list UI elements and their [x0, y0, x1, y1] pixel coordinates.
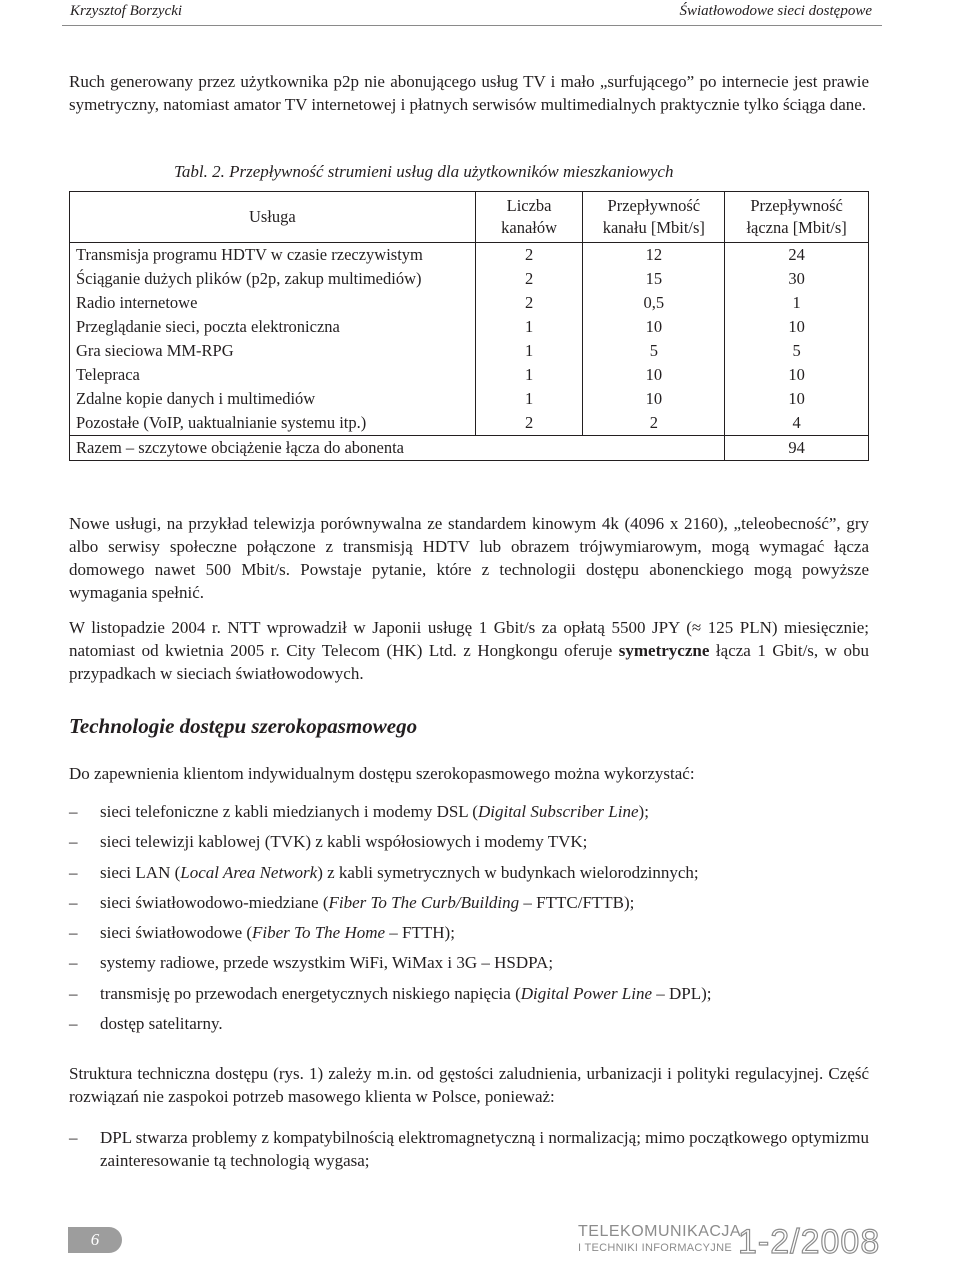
ntt-text-2: 125 PLN) miesięcznie; natomiast od kwietnia 2005 r. City Telecom (HK) Ltd. z Hongkongu oferuje: [69, 618, 869, 660]
row-channel-rate: 10: [583, 315, 725, 339]
table-row: [70, 339, 869, 363]
dash-marker: –: [69, 802, 78, 821]
table-caption: [174, 162, 673, 182]
bandwidth-table: [69, 191, 869, 461]
publication-name-line2: I TECHNIKI INFORMACYJNE: [578, 1242, 732, 1254]
row-channel-rate: 10: [583, 387, 725, 411]
dash-marker: –: [69, 983, 78, 1003]
running-header: [0, 0, 960, 26]
row-total-rate: 4: [725, 411, 869, 436]
approx-symbol: ≈: [691, 618, 702, 637]
item-italic: Digital Subscriber Line: [477, 802, 639, 821]
row-channels: 1: [475, 387, 583, 411]
item-italic: Digital Power Line: [520, 983, 653, 1003]
item-text: sieci światłowodowe (: [100, 923, 253, 943]
row-service: Radio internetowe: [70, 291, 476, 315]
dpl-list-item: [69, 1126, 869, 1172]
row-channels: 2: [475, 411, 583, 436]
row-service: Pozostałe (VoIP, uaktualnianie systemu itp.): [70, 411, 476, 436]
dash-marker: –: [69, 1128, 78, 1147]
row-channel-rate: 0,5: [583, 291, 725, 315]
row-channels: 2: [475, 291, 583, 315]
item-italic: Fiber To The Home: [252, 923, 386, 943]
row-service: Gra sieciowa MM-RPG: [70, 339, 476, 363]
page-number: 6: [68, 1227, 122, 1253]
item-text-after: – FTTH);: [385, 923, 455, 943]
list-item: [69, 888, 869, 918]
row-channels: 1: [475, 315, 583, 339]
row-total-rate: 24: [725, 243, 869, 268]
row-total-rate: 10: [725, 363, 869, 387]
table-row: [70, 267, 869, 291]
item-text: dostęp satelitarny.: [100, 1014, 223, 1034]
list-item: [69, 1009, 869, 1039]
list-item: [69, 979, 869, 1009]
row-channel-rate: 12: [583, 243, 725, 268]
row-total-rate: 30: [725, 267, 869, 291]
dash-marker: –: [69, 1014, 78, 1034]
list-item: [69, 797, 869, 827]
table-header-row: [70, 192, 869, 243]
page-footer: [0, 1210, 960, 1260]
row-channel-rate: 10: [583, 363, 725, 387]
publication-name-line1: TELEKOMUNIKACJA: [578, 1223, 742, 1240]
row-service: Telepraca: [70, 363, 476, 387]
item-italic: Fiber To The Curb/Building: [328, 892, 520, 912]
paragraph-intro-list: Do zapewnienia klientom indywidualnym dostępu szerokopasmowego można wykorzystać:: [69, 764, 695, 783]
item-text: sieci LAN (: [100, 862, 181, 882]
row-channels: 2: [475, 267, 583, 291]
header-channel-rate-line2: kanału [Mbit/s]: [602, 218, 705, 237]
section-title: Technologie dostępu szerokopasmowego: [69, 714, 418, 738]
header-author: Krzysztof Borzycki: [70, 3, 183, 19]
table-row: [70, 411, 869, 436]
header-total-rate-line2: łączna [Mbit/s]: [746, 218, 847, 237]
list-item: [69, 827, 869, 857]
item-text-after: – DPL);: [652, 983, 712, 1003]
ntt-text-3: łącza 1 Gbit/s, w obu przypadkach w sieciach światłowodowych.: [69, 641, 869, 683]
row-channel-rate: 15: [583, 267, 725, 291]
item-text: transmisję po przewodach energetycznych niskiego napięcia (: [100, 983, 521, 1003]
dash-marker: –: [69, 953, 78, 973]
row-total-rate: 10: [725, 315, 869, 339]
table-total-row: [70, 436, 869, 461]
paragraph-structure: Struktura techniczna dostępu (rys. 1) zależy m.in. od gęstości zaludnienia, urbanizacji i polityki regulacyjnej. Część rozwiązań nie zaspokoi potrzeb masowego klienta w Polsce, ponieważ:: [69, 1064, 869, 1106]
dash-marker: –: [69, 862, 78, 882]
row-total-rate: 10: [725, 387, 869, 411]
access-technologies-list: [69, 797, 869, 1039]
header-channel-rate-line1: Przepływność: [607, 196, 701, 215]
table-row: [70, 387, 869, 411]
list-item: [69, 948, 869, 978]
dash-marker: –: [69, 923, 78, 943]
issue-number: 1-2/2008: [738, 1223, 881, 1261]
row-channel-rate: 2: [583, 411, 725, 436]
total-value: 94: [725, 436, 869, 461]
list-item: [69, 918, 869, 948]
row-service: Transmisja programu HDTV w czasie rzeczywistym: [70, 243, 476, 268]
header-channels-line1: Liczba: [506, 196, 552, 215]
dash-marker: –: [69, 832, 78, 852]
item-text-after: );: [638, 802, 649, 821]
item-italic: Local Area Network: [180, 862, 318, 882]
header-title: Światłowodowe sieci dostępowe: [679, 3, 872, 19]
header-channels-line2: kanałów: [501, 218, 558, 237]
paragraph-new-services: Nowe usługi, na przykład telewizja porównywalna ze standardem kinowym 4k (4096 x 2160), „teleobecność”, gry albo serwisy społeczne połączone z transmisją HDTV lub obrazem trójwymiarowym, mogą wymagać łącza domowego nawet 500 Mbit/s. Powstaje pytanie, które z technologii dostępu abonenckiego mogą powyższe wymagania spełnić.: [69, 514, 869, 602]
dpl-item-text: DPL stwarza problemy z kompatybilnością elektromagnetyczną i normalizacją; mimo początkowego optymizmu zainteresowanie tą technologią wygasa;: [100, 1128, 869, 1170]
item-text: sieci światłowodowo-miedziane (: [100, 892, 329, 912]
total-label: Razem – szczytowe obciążenie łącza do abonenta: [70, 436, 725, 461]
table-row: [70, 291, 869, 315]
header-rule: [62, 25, 882, 26]
item-text: sieci telewizji kablowej (TVK) z kabli współosiowych i modemy TVK;: [100, 832, 588, 852]
intro-paragraph: Ruch generowany przez użytkownika p2p nie abonującego usług TV i mało „surfującego” po internecie jest prawie symetryczny, natomiast amator TV internetowej i płatnych serwisów multimedialnych praktycznie tylko ściąga dane.: [69, 72, 869, 114]
item-text-after: – FTTC/FTTB);: [519, 892, 635, 912]
item-text: systemy radiowe, przede wszystkim WiFi, WiMax i 3G – HSDPA;: [100, 953, 554, 973]
row-service: Ściąganie dużych plików (p2p, zakup multimediów): [70, 267, 476, 291]
row-channels: 2: [475, 243, 583, 268]
row-channels: 1: [475, 339, 583, 363]
item-text-after: ) z kabli symetrycznych w budynkach wielorodzinnych;: [317, 862, 699, 882]
row-service: Przeglądanie sieci, poczta elektroniczna: [70, 315, 476, 339]
header-total-rate-line1: Przepływność: [750, 196, 843, 215]
header-channels: [475, 192, 583, 243]
table-caption-text: Przepływność strumieni usług dla użytkowników mieszkaniowych: [229, 162, 674, 181]
dash-marker: –: [69, 892, 78, 912]
header-service: Usługa: [70, 192, 476, 243]
row-total-rate: 1: [725, 291, 869, 315]
header-total-rate: [725, 192, 869, 243]
ntt-text-1: W listopadzie 2004 r. NTT wprowadził w Japonii usługę 1 Gbit/s za opłatą 5500 JPY (: [69, 618, 692, 637]
paragraph-ntt: [69, 616, 869, 685]
table-caption-lead: Tabl. 2.: [174, 162, 225, 181]
row-total-rate: 5: [725, 339, 869, 363]
table-row: [70, 363, 869, 387]
item-text: sieci telefoniczne z kabli miedzianych i modemy DSL (: [100, 802, 478, 821]
header-channel-rate: [583, 192, 725, 243]
row-service: Zdalne kopie danych i multimediów: [70, 387, 476, 411]
list-item: [69, 858, 869, 888]
table-row: [70, 243, 869, 268]
row-channel-rate: 5: [583, 339, 725, 363]
ntt-bold-word: symetryczne: [618, 641, 710, 660]
table-row: [70, 315, 869, 339]
row-channels: 1: [475, 363, 583, 387]
